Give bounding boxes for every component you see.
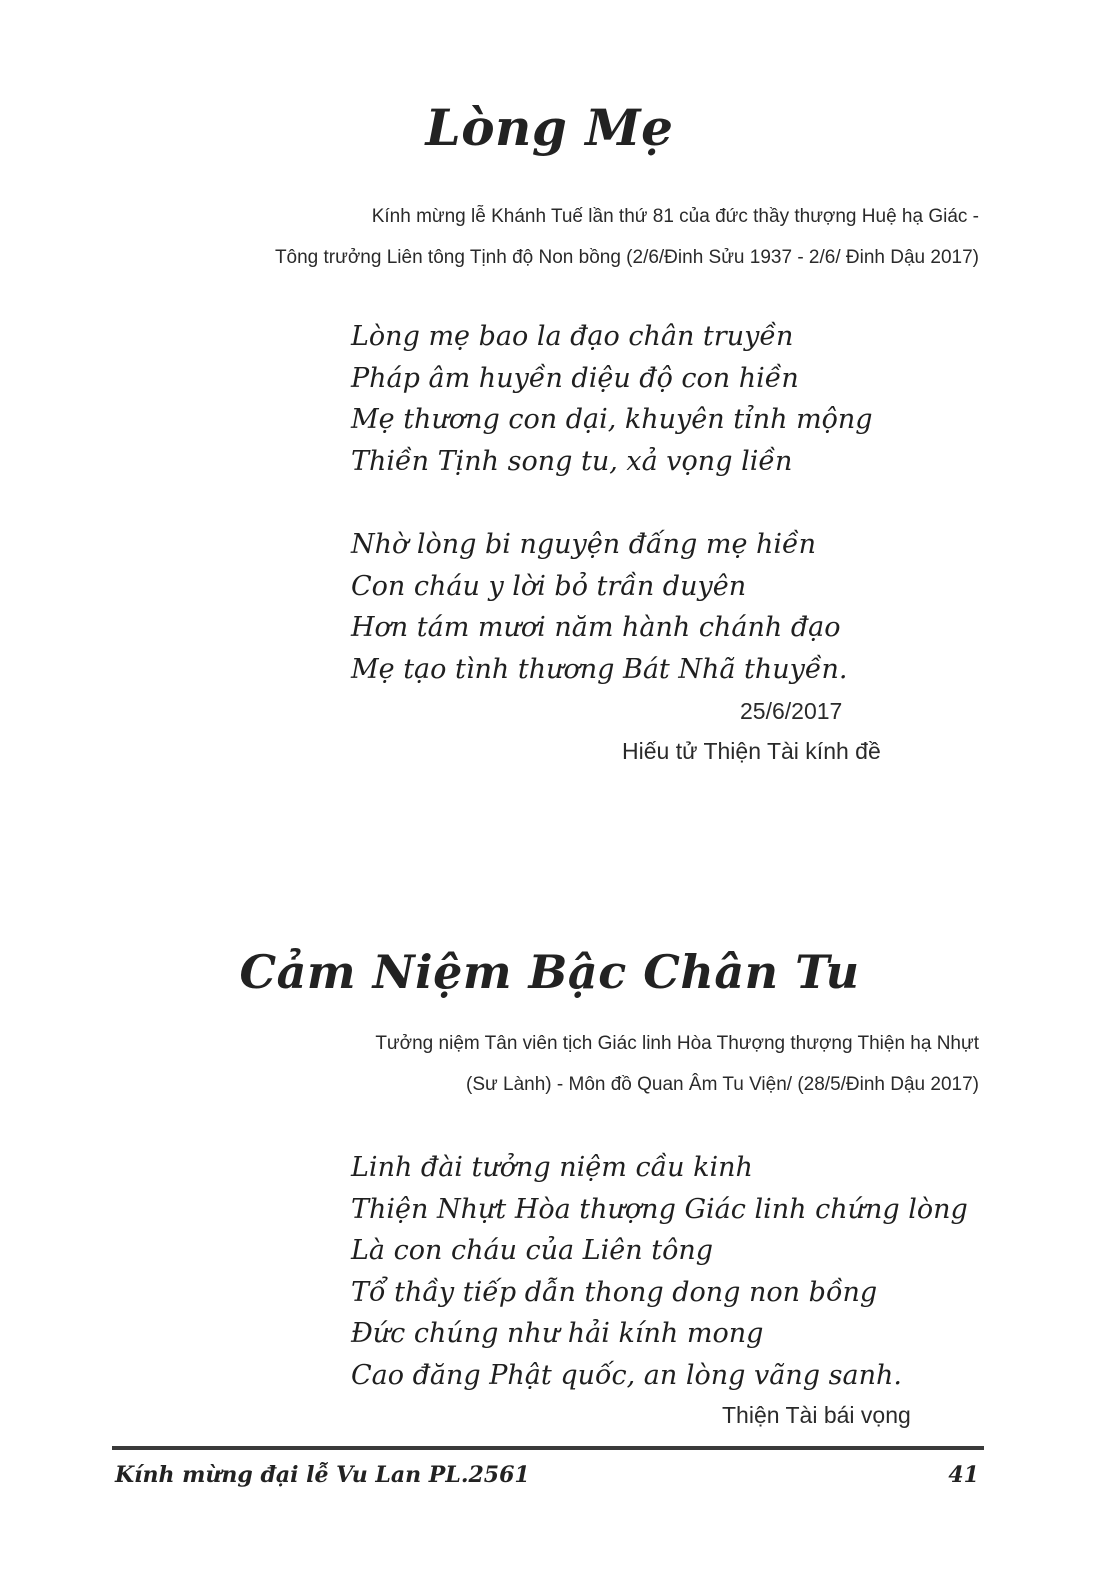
verse-line: Thiện Nhựt Hòa thượng Giác linh chứng lòng bbox=[351, 1193, 968, 1225]
verse-line: Mẹ tạo tình thương Bát Nhã thuyền. bbox=[351, 653, 848, 685]
verse-line: Đức chúng như hải kính mong bbox=[351, 1318, 764, 1349]
poem-stanza bbox=[351, 1147, 968, 1396]
page-number: 41 bbox=[948, 1462, 979, 1488]
verse-line: Thiền Tịnh song tu, xả vọng liền bbox=[351, 445, 793, 477]
footer-title: Kính mừng đại lễ Vu Lan PL.2561 bbox=[115, 1462, 530, 1488]
verse-line: Hơn tám mươi năm hành chánh đạo bbox=[351, 612, 841, 643]
dedication-line: (Sư Lành) - Môn đồ Quan Âm Tu Viện/ (28/5/Đinh Dậu 2017) bbox=[466, 1074, 979, 1095]
poem-stanza bbox=[351, 524, 848, 690]
footer-divider bbox=[112, 1446, 984, 1450]
verse-line: Mẹ thương con dại, khuyên tỉnh mộng bbox=[351, 404, 873, 435]
verse-line: Nhờ lòng bi nguyện đấng mẹ hiền bbox=[351, 529, 817, 560]
poem-stanza bbox=[351, 316, 873, 482]
poem-date: 25/6/2017 bbox=[740, 698, 843, 724]
verse-line: Là con cháu của Liên tông bbox=[351, 1235, 714, 1266]
poem-dedication bbox=[275, 196, 979, 278]
poem-signature: Hiếu tử Thiện Tài kính đề bbox=[622, 738, 881, 764]
verse-line: Con cháu y lời bỏ trần duyên bbox=[351, 570, 747, 602]
poem-dedication bbox=[375, 1023, 979, 1105]
verse-line: Pháp âm huyền diệu độ con hiền bbox=[351, 362, 799, 394]
poem-title: Cảm Niệm Bậc Chân Tu bbox=[239, 945, 860, 999]
dedication-line: Kính mừng lễ Khánh Tuế lần thứ 81 của đức thầy thượng Huệ hạ Giác - bbox=[371, 206, 979, 227]
poem-title: Lòng Mẹ bbox=[425, 98, 674, 157]
verse-line: Cao đăng Phật quốc, an lòng vãng sanh. bbox=[351, 1359, 902, 1391]
verse-line: Linh đài tưởng niệm cầu kinh bbox=[351, 1152, 753, 1183]
poem-signature: Thiện Tài bái vọng bbox=[722, 1402, 911, 1428]
dedication-line: Tưởng niệm Tân viên tịch Giác linh Hòa Thượng thượng Thiện hạ Nhựt bbox=[375, 1033, 979, 1054]
verse-line: Lòng mẹ bao la đạo chân truyền bbox=[351, 321, 794, 352]
dedication-line: Tông trưởng Liên tông Tịnh độ Non bồng (2/6/Đinh Sửu 1937 - 2/6/ Đinh Dậu 2017) bbox=[274, 247, 979, 268]
verse-line: Tổ thầy tiếp dẫn thong dong non bồng bbox=[351, 1276, 878, 1308]
